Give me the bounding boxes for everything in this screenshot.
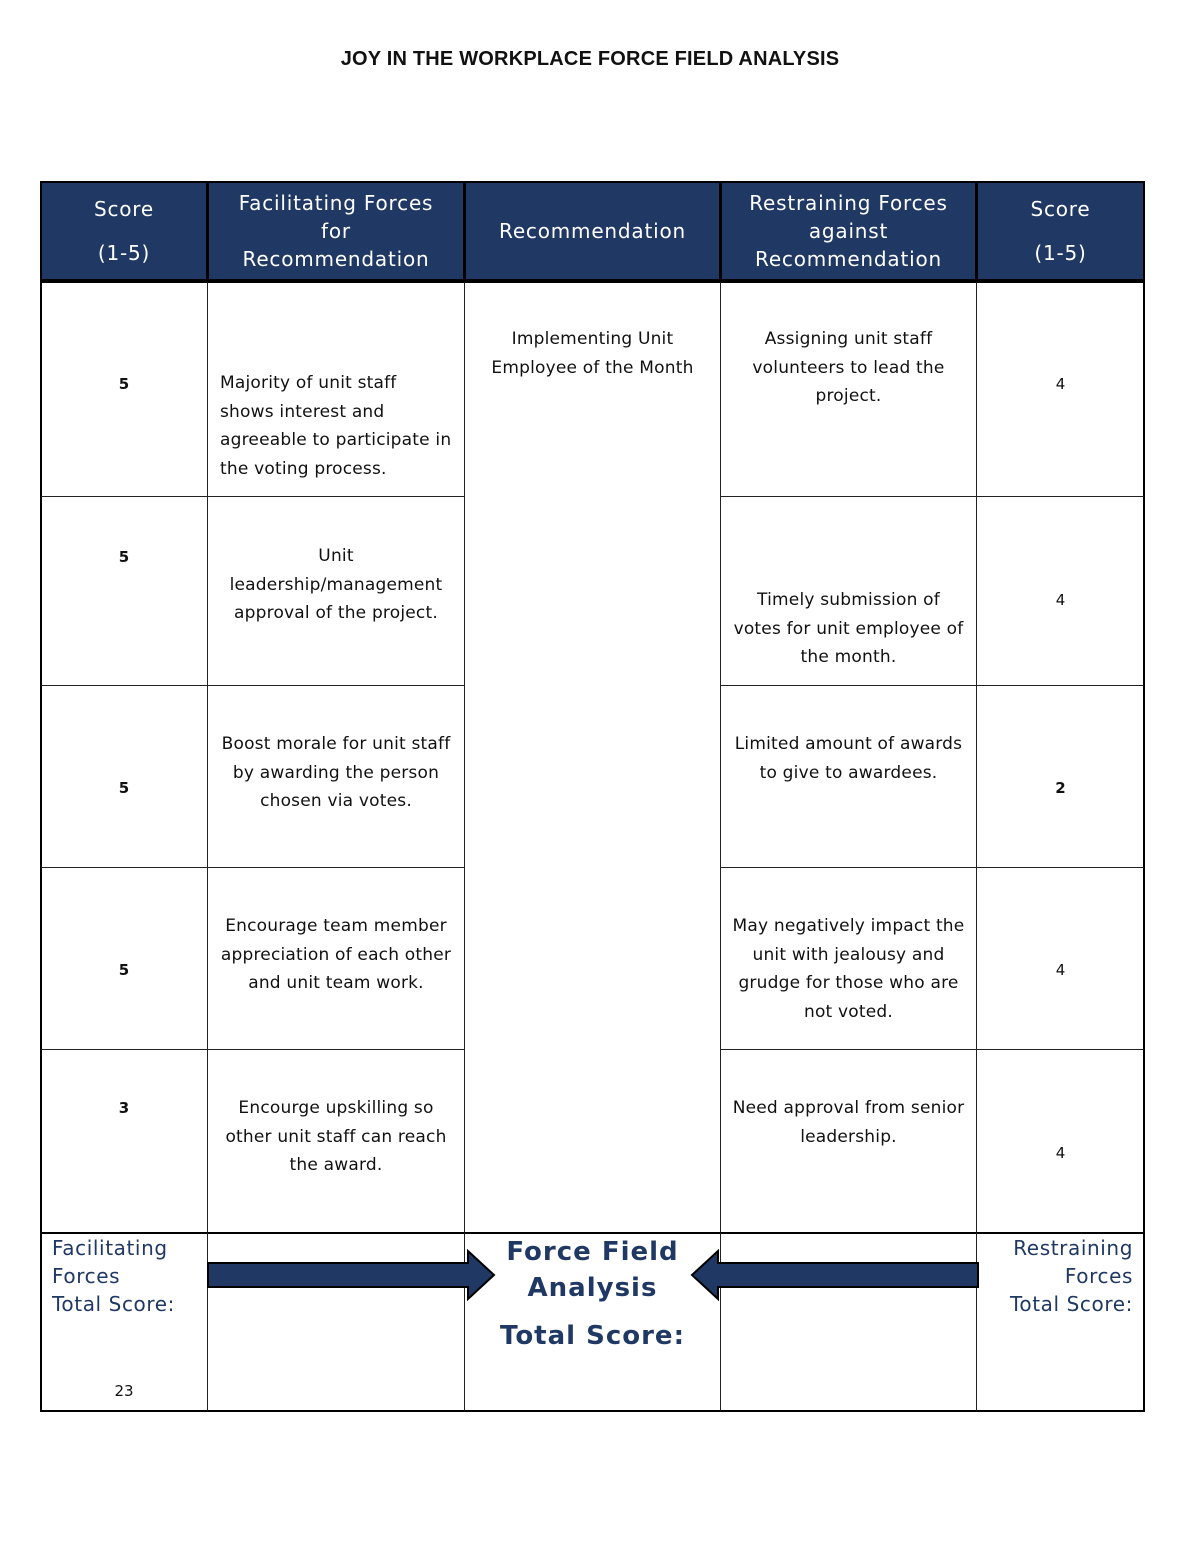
- row5-score-right-cell: [976, 1049, 1145, 1233]
- facilitating-total-value: 23: [114, 1382, 134, 1400]
- page-title: JOY IN THE WORKPLACE FORCE FIELD ANALYSIS: [340, 48, 840, 70]
- restraining-total-line1: Restraining: [1013, 1236, 1133, 1260]
- row4-restraining-line4: not voted.: [803, 1001, 894, 1022]
- force-field-table: [40, 181, 1145, 1412]
- row5-facilitating-line3: the award.: [289, 1155, 383, 1175]
- row5-right-score: 4: [1055, 1144, 1066, 1162]
- row1-right-score: 4: [1055, 375, 1066, 393]
- row2-facilitating-line2: leadership/management: [229, 574, 443, 595]
- row3-restraining-text: [720, 730, 977, 787]
- header-score-right-range: (1-5): [1034, 241, 1087, 265]
- row4-right-score: 4: [1055, 961, 1066, 979]
- recommendation-cell: [464, 281, 721, 1233]
- row5-facilitating-line1: Encourge upskilling so: [238, 1098, 434, 1118]
- row4-score-right-cell: [976, 867, 1145, 1050]
- row1-restraining-line3: project.: [815, 386, 882, 406]
- row3-score-left-cell: [40, 685, 208, 868]
- row1-facilitating-line3: agreeable to participate in: [220, 430, 452, 450]
- row5-score-left-cell: [40, 1049, 208, 1233]
- row2-facilitating-line3: approval of the project.: [234, 603, 438, 623]
- facilitating-total-line2: Forces: [52, 1264, 121, 1288]
- row1-facilitating-line2: shows interest and: [220, 401, 385, 422]
- row3-facilitating-line1: Boost morale for unit staff: [221, 734, 451, 754]
- row3-score-right-cell: [976, 685, 1145, 868]
- row1-facilitating-line1: Majority of unit staff: [220, 373, 397, 393]
- row3-facilitating-line3: chosen via votes.: [260, 791, 412, 811]
- header-score-left: [40, 181, 208, 281]
- force-field-line2: Analysis: [527, 1273, 658, 1303]
- header-recommendation: [464, 181, 721, 281]
- header-score-left-label: Score: [93, 197, 154, 221]
- force-field-total-label: Total Score:: [500, 1321, 685, 1351]
- recommendation-text: [464, 325, 721, 382]
- facilitating-total-line1: Facilitating: [52, 1236, 168, 1260]
- row3-facilitating-text: [207, 730, 465, 816]
- left-arrow-icon: [690, 1249, 980, 1301]
- header-facilitating-line3: Recommendation: [242, 247, 430, 271]
- row2-right-score: 4: [1055, 591, 1066, 609]
- row3-restraining-line1: Limited amount of awards: [734, 734, 963, 754]
- row2-facilitating-text: [207, 542, 465, 628]
- header-recommendation-label: Recommendation: [499, 219, 686, 243]
- row1-left-score: 5: [118, 375, 130, 393]
- row5-facilitating-text: [207, 1094, 465, 1180]
- row3-right-score: 2: [1055, 779, 1066, 797]
- row4-restraining-line3: grudge for those who are: [738, 973, 959, 993]
- row2-left-score: 5: [118, 548, 130, 566]
- header-score-right: [976, 181, 1145, 281]
- header-facilitating-line1: Facilitating Forces: [238, 191, 434, 215]
- row4-facilitating-line1: Encourage team member: [225, 916, 447, 936]
- row3-left-score: 5: [118, 779, 130, 797]
- row4-score-left-cell: [40, 867, 208, 1050]
- force-field-line1: Force Field: [506, 1237, 679, 1267]
- row4-facilitating-line3: and unit team work.: [248, 973, 424, 993]
- row4-facilitating-text: [207, 912, 465, 998]
- header-restraining: [720, 181, 977, 281]
- header-facilitating-line2: for: [321, 219, 351, 243]
- header-score-right-label: Score: [1030, 197, 1091, 221]
- row1-facilitating-text: [220, 369, 465, 483]
- header-restraining-line1: Restraining Forces: [749, 191, 948, 215]
- row3-facilitating-line2: by awarding the person: [232, 762, 440, 783]
- header-restraining-line3: Recommendation: [755, 247, 942, 271]
- header-facilitating: [207, 181, 465, 281]
- row2-restraining-line2: votes for unit employee of: [733, 618, 964, 639]
- restraining-total-line2: Forces: [1064, 1264, 1133, 1288]
- facilitating-total-line3: Total Score:: [52, 1292, 176, 1316]
- row4-facilitating-line2: appreciation of each other: [220, 944, 452, 965]
- row4-restraining-line2: unit with jealousy and: [752, 944, 945, 965]
- row3-restraining-line2: to give to awardees.: [759, 762, 938, 783]
- row5-restraining-line2: leadership.: [800, 1126, 897, 1147]
- recommendation-line2: Employee of the Month: [491, 357, 694, 378]
- force-field-analysis-label: [464, 1234, 721, 1306]
- row5-restraining-text: [720, 1094, 977, 1151]
- row2-score-left-cell: [40, 496, 208, 686]
- row5-restraining-line1: Need approval from senior: [732, 1098, 965, 1118]
- row2-facilitating-line1: Unit: [318, 546, 354, 566]
- row1-restraining-line1: Assigning unit staff: [764, 329, 933, 349]
- restraining-total-line3: Total Score:: [1009, 1292, 1133, 1316]
- row1-restraining-line2: volunteers to lead the: [752, 357, 945, 378]
- row2-restraining-line3: the month.: [800, 647, 897, 667]
- row1-facilitating-line4: the voting process.: [220, 458, 387, 479]
- row4-restraining-line1: May negatively impact the: [732, 916, 965, 936]
- header-score-left-range: (1-5): [97, 241, 151, 265]
- facilitating-total-label: [52, 1234, 175, 1318]
- row4-left-score: 5: [118, 961, 130, 979]
- restraining-total-label: [976, 1234, 1133, 1318]
- row1-restraining-text: [720, 325, 977, 411]
- row2-restraining-line1: Timely submission of: [757, 590, 940, 610]
- row2-restraining-text: [720, 586, 977, 672]
- header-restraining-line2: against: [808, 219, 889, 243]
- row5-left-score: 3: [118, 1099, 130, 1117]
- row4-restraining-text: [720, 912, 977, 1026]
- row5-facilitating-line2: other unit staff can reach: [225, 1126, 447, 1147]
- recommendation-line1: Implementing Unit: [511, 329, 674, 349]
- right-arrow-icon: [206, 1249, 496, 1301]
